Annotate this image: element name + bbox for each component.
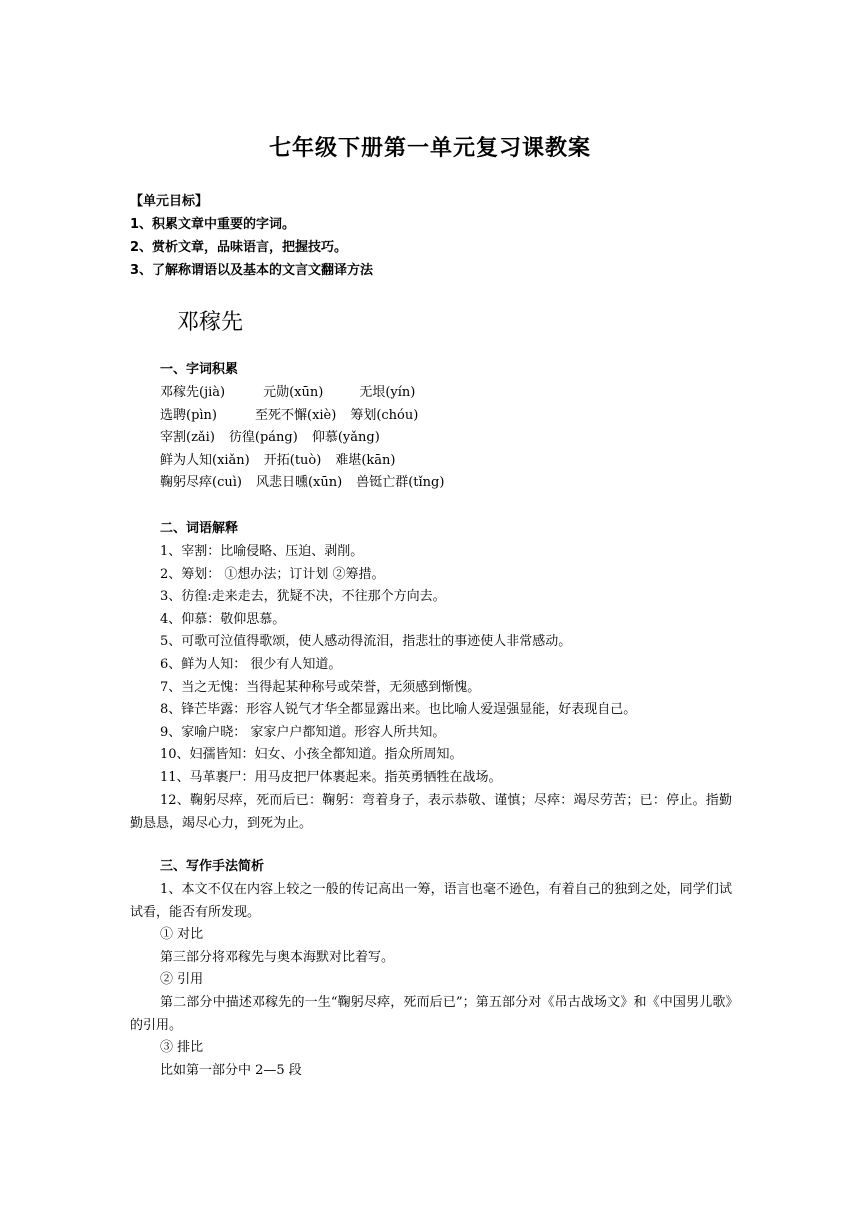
definition-item: 4、仰慕：敬仰思慕。 (160, 611, 286, 627)
definition-item: 9、家喻户晓： 家家户户都知道。形容人所共知。 (160, 724, 446, 740)
method-contrast: ① 对比 (160, 927, 204, 942)
vocab-item: 鞠躬尽瘁(cuì) (160, 475, 242, 491)
goal-item: 1、积累文章中重要的字词。 (130, 217, 296, 232)
vocab-item: 无垠(yín) (359, 385, 416, 400)
vocab-item: 鲜为人知(xiǎn) (160, 452, 250, 468)
vocab-item: 至死不懈(xiè) (255, 407, 337, 423)
section3-heading: 三、写作手法简析 (160, 859, 265, 874)
method-quote-text: 第二部分中描述邓稼先的一生“鞠躬尽瘁，死而后已”；第五部分对《吊古战场文》和《中国男儿歌》的引用。 (130, 995, 732, 1033)
vocab-row (160, 382, 732, 405)
goal-item: 2、赏析文章，品味语言，把握技巧。 (130, 240, 348, 255)
definition-item: 10、妇孺皆知：妇女、小孩全都知道。指众所周知。 (160, 747, 463, 763)
vocab-item: 选聘(pìn) (160, 407, 217, 423)
method-quote: ② 引用 (160, 972, 204, 987)
vocab-row (160, 450, 732, 473)
definition-item: 8、锋芒毕露：形容人锐气才华全都显露出来。也比喻人爱逞强显能，好表现自己。 (160, 702, 637, 718)
vocab-row (160, 472, 732, 495)
vocab-item: 风悲日曛(xūn) (255, 475, 343, 491)
lesson-title: 邓稼先 (177, 310, 244, 335)
vocab-item: 邓稼先(jià) (160, 385, 226, 400)
goal-item: 3、了解称谓语以及基本的文言文翻译方法 (130, 263, 374, 278)
vocab-row (160, 427, 732, 450)
vocab-item: 兽铤亡群(tǐng) (356, 475, 445, 491)
definition-item: 2、筹划： ①想办法；订计划 ②筹措。 (160, 566, 385, 582)
vocab-item: 仰慕(yǎng) (311, 430, 380, 446)
definition-item: 6、鲜为人知： 很少有人知道。 (160, 656, 342, 672)
vocab-item: 难堪(kān) (335, 452, 396, 468)
definition-item: 11、马革裹尸：用马皮把尸体裹起来。指英勇牺牲在战场。 (160, 769, 502, 785)
vocab-item: 元勋(xūn) (263, 385, 324, 400)
definition-item: 5、可歌可泣值得歌颂，使人感动得流泪，指悲壮的事迹使人非常感动。 (160, 634, 572, 650)
definition-item: 1、宰割：比喻侵略、压迫、剥削。 (160, 544, 364, 559)
unit-goals (130, 190, 373, 282)
definition-list (160, 541, 732, 790)
vocab-item: 筹划(chóu) (350, 407, 419, 423)
goals-heading: 【单元目标】 (130, 194, 209, 209)
vocab-item: 宰割(zǎi) (160, 430, 215, 446)
vocab-row (160, 405, 732, 428)
document-title: 七年级下册第一单元复习课教案 (268, 136, 591, 161)
section2-heading: 二、词语解释 (160, 521, 239, 536)
section1-heading: 一、字词积累 (160, 362, 239, 377)
definition-item: 3、彷徨:走来走去，犹疑不决，不往那个方向去。 (160, 589, 446, 605)
method-parallelism: ③ 排比 (160, 1040, 204, 1055)
vocab-list (160, 382, 732, 495)
writing-intro: 1、本文不仅在内容上较之一般的传记高出一筹，语言也毫不逊色，有着自己的独到之处，同学们试试看，能否有所发现。 (130, 882, 732, 920)
method-contrast-text: 第三部分将邓稼先与奥本海默对比着写。 (160, 950, 395, 965)
definition-item: 7、当之无愧：当得起某种称号或荣誉，无须感到惭愧。 (160, 679, 481, 695)
vocab-item: 彷徨(páng) (228, 430, 298, 446)
method-parallelism-text: 比如第一部分中 2—5 段 (160, 1063, 302, 1078)
vocab-item: 开拓(tuò) (263, 452, 322, 468)
definition-item-12: 12、鞠躬尽瘁，死而后已：鞠躬：弯着身子，表示恭敬、谨慎；尽瘁：竭尽劳苦；已：停止。指勤勤恳恳，竭尽心力，到死为止。 (130, 793, 732, 831)
